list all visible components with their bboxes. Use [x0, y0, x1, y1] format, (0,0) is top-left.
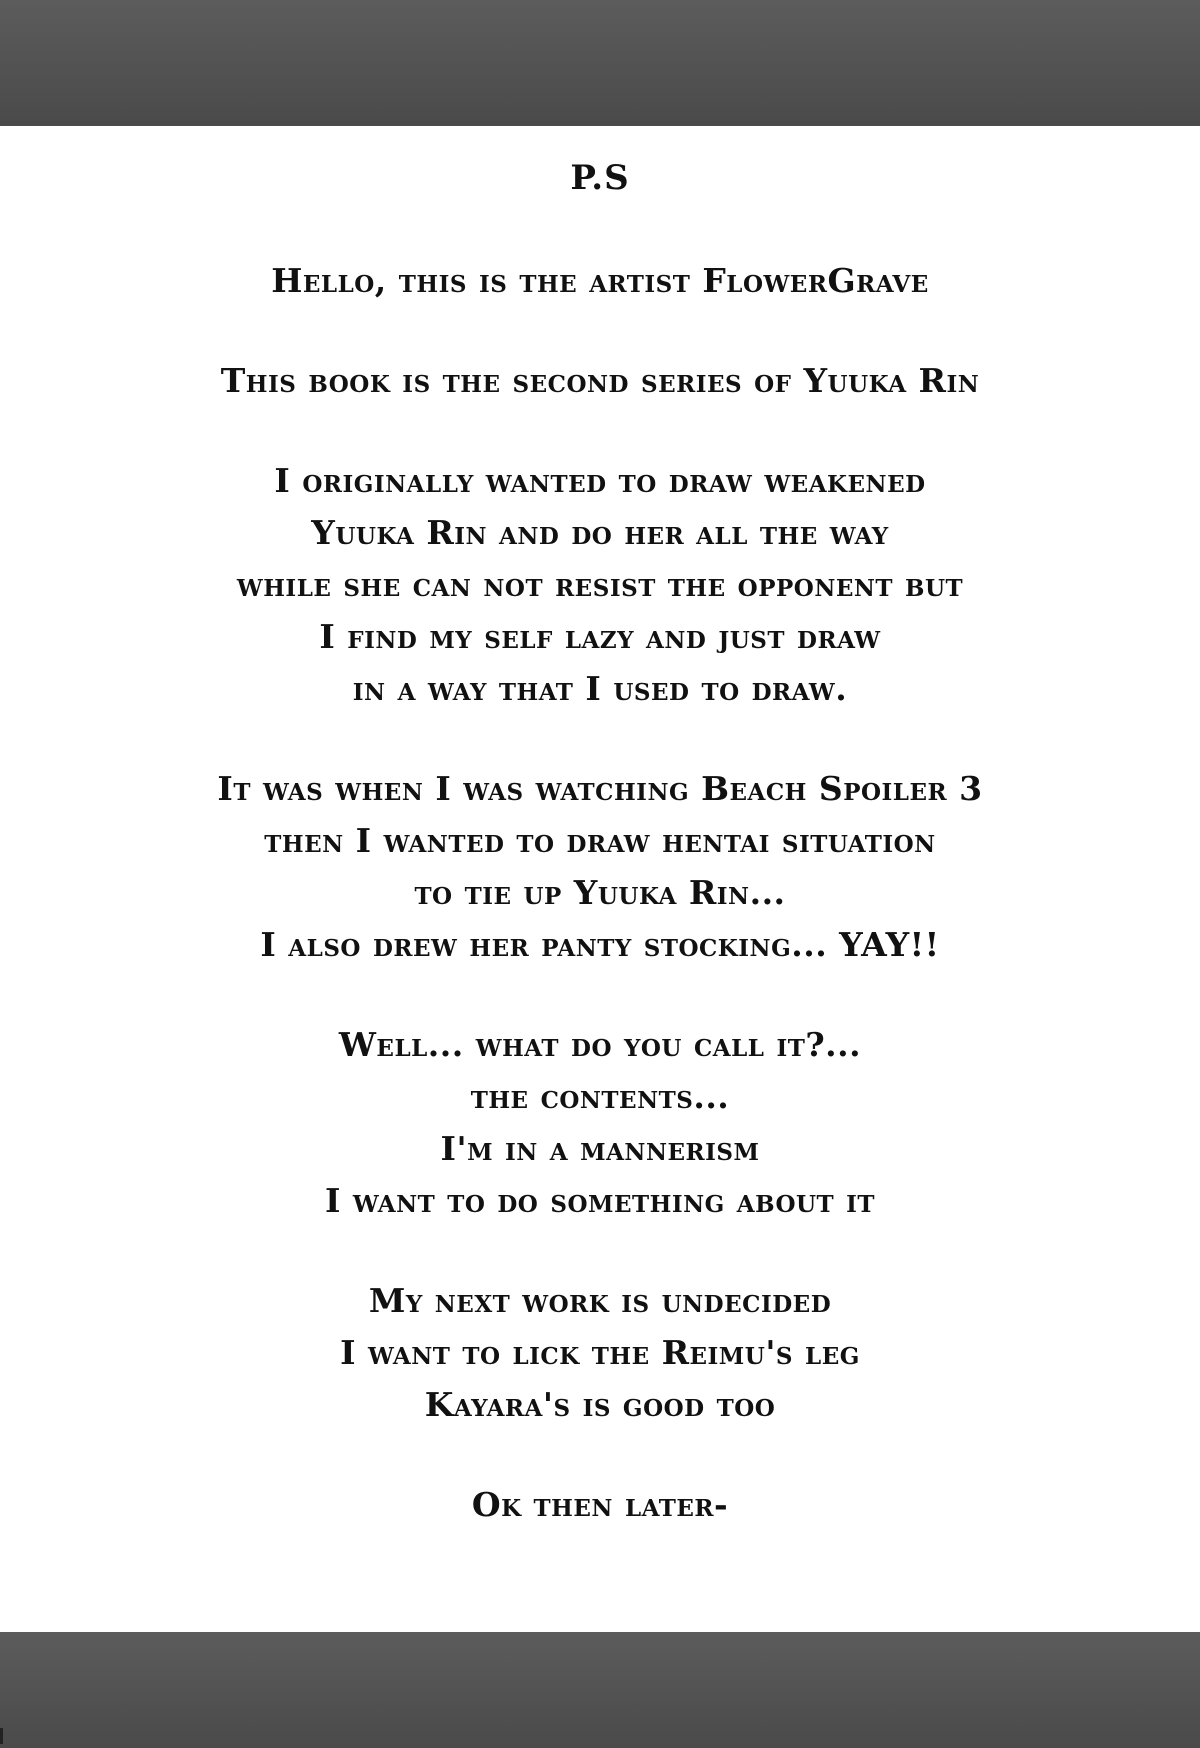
text-line: It was when I was watching Beach Spoiler 3	[217, 768, 983, 808]
text-line: Kayara's is good too	[424, 1384, 776, 1424]
afterword-text	[0, 158, 1200, 1579]
top-gray-band	[0, 0, 1200, 126]
text-line: I also drew her panty stocking... YAY!!	[260, 924, 940, 964]
text-line: I originally wanted to draw weakened	[274, 460, 926, 500]
text-line: I want to lick the Reimu's leg	[340, 1332, 860, 1372]
page-title: P.S	[570, 158, 630, 198]
text-line: This book is the second series of Yuuka Rin	[220, 360, 980, 400]
text-line: I find my self lazy and just draw	[319, 616, 881, 656]
paragraph-closing	[0, 1479, 1200, 1531]
text-line: then I wanted to draw hentai situation	[264, 820, 936, 860]
paragraph-contents	[0, 1019, 1200, 1227]
text-line: in a way that I used to draw.	[352, 668, 848, 708]
text-line: Ok then later-	[471, 1484, 729, 1524]
text-line: while she can not resist the opponent but	[236, 564, 964, 604]
paragraph-inspiration	[0, 763, 1200, 971]
text-line: Well... what do you call it?...	[338, 1024, 862, 1064]
text-line: My next work is undecided	[368, 1280, 832, 1320]
text-line: the contents...	[470, 1076, 730, 1116]
text-line: to tie up Yuuka Rin...	[414, 872, 786, 912]
paragraph-greeting	[0, 255, 1200, 307]
paragraph-original-plan	[0, 455, 1200, 715]
paragraph-next-work	[0, 1275, 1200, 1431]
text-line: Yuuka Rin and do her all the way	[311, 512, 889, 552]
paragraph-series	[0, 355, 1200, 407]
page-edge-mark	[0, 1728, 3, 1744]
text-line: I'm in a mannerism	[440, 1128, 760, 1168]
text-line: Hello, this is the artist FlowerGrave	[271, 260, 929, 300]
text-line: I want to do something about it	[324, 1180, 876, 1220]
bottom-gray-band	[0, 1632, 1200, 1748]
